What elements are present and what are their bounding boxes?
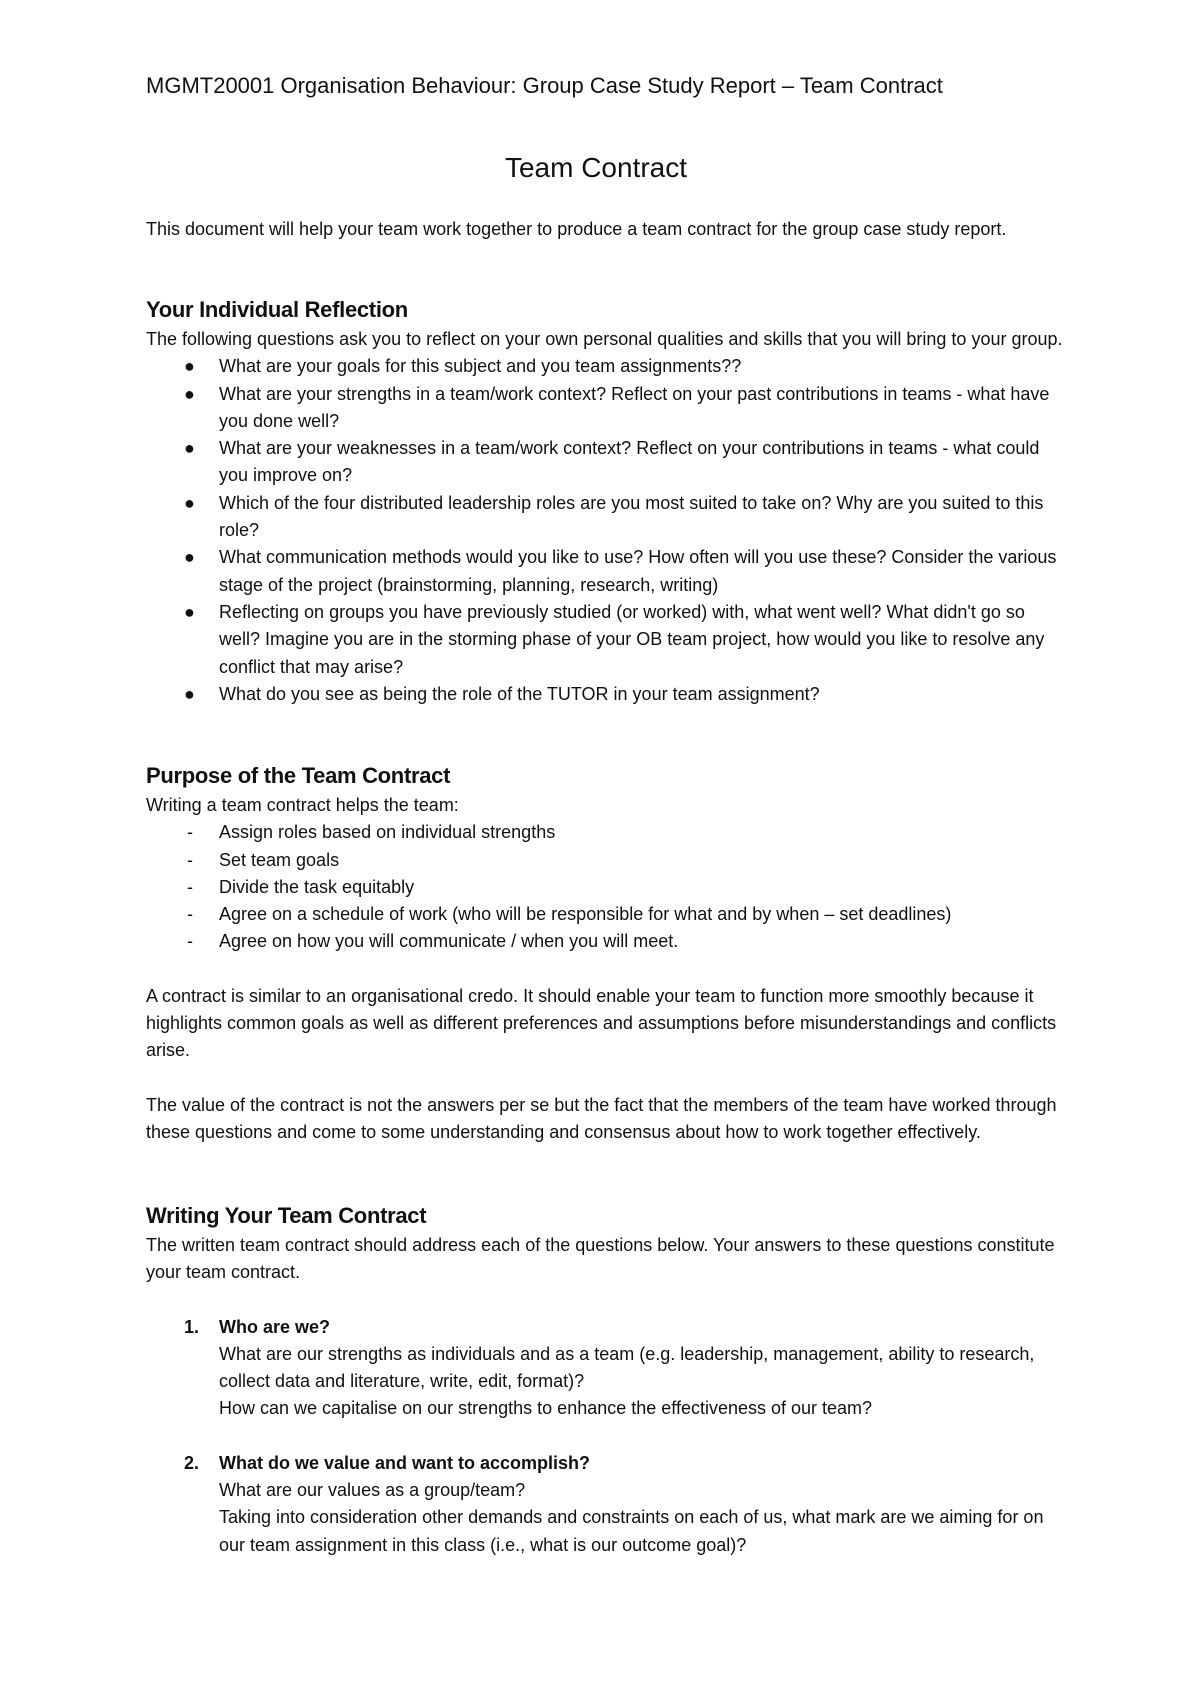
purpose-intro: Writing a team contract helps the team: <box>146 795 459 815</box>
reflection-heading: Your Individual Reflection <box>146 297 408 322</box>
bullet-icon: ● <box>184 683 195 704</box>
writing-intro: The written team contract should address each of the questions below. Your answers to these questions constitute your team contract. <box>146 1235 1055 1283</box>
purpose-heading: Purpose of the Team Contract <box>146 763 451 788</box>
page-title: Team Contract <box>504 152 688 183</box>
list-item: ● What are your goals for this subject and you team assignments?? <box>146 353 1066 380</box>
dash-icon: - <box>187 822 193 843</box>
list-item: ● What communication methods would you like to use? How often will you use these? Consider the various stage of the project (brainstorming, planning, research, writing) <box>146 544 1066 599</box>
bullet-icon: ● <box>184 547 195 568</box>
dash-icon: - <box>187 849 193 870</box>
list-item: ● What do you see as being the role of the TUTOR in your team assignment? <box>146 681 1066 708</box>
item-number: 2. <box>184 1452 200 1473</box>
item-number: 1. <box>184 1316 200 1337</box>
purpose-section <box>146 760 1066 1146</box>
reflection-section <box>146 294 1066 708</box>
writing-section <box>146 1200 1066 1559</box>
document-header: MGMT20001 Organisation Behaviour: Group Case Study Report – Team Contract <box>146 73 943 98</box>
intro-paragraph: This document will help your team work together to produce a team contract for the group case study report. <box>146 219 1007 239</box>
dash-icon: - <box>187 876 193 897</box>
bullet-icon: ● <box>184 438 195 459</box>
bullet-icon: ● <box>184 601 195 622</box>
intro-section <box>146 216 1066 243</box>
list-item: ● What are your strengths in a team/work context? Reflect on your past contributions in teams - what have you done well? <box>146 381 1066 436</box>
list-item <box>146 1450 1066 1559</box>
question-detail: How can we capitalise on our strengths to enhance the effectiveness of our team? <box>219 1398 873 1419</box>
bullet-icon: ● <box>184 356 195 377</box>
bullet-icon: ● <box>184 383 195 404</box>
list-item: ● Reflecting on groups you have previously studied (or worked) with, what went well? What didn't go so well? Imagine you are in the storming phase of your OB team project, how would you like to resolve any conflict that may arise? <box>146 599 1066 681</box>
purpose-list <box>146 819 1066 955</box>
question-title: What do we value and want to accomplish? <box>219 1452 591 1473</box>
list-item: - Set team goals <box>146 847 1066 874</box>
list-item: - Assign roles based on individual strengths <box>146 819 1066 846</box>
bullet-icon: ● <box>184 492 195 513</box>
list-item: - Agree on how you will communicate / when you will meet. <box>146 928 1066 955</box>
question-detail: What are our strengths as individuals and as a team (e.g. leadership, management, ability to research, collect data and literature, write, edit, format)? <box>219 1343 1035 1392</box>
question-detail: What are our values as a group/team? <box>219 1480 526 1501</box>
list-item <box>146 1314 1066 1423</box>
reflection-list <box>146 353 1066 708</box>
dash-icon: - <box>187 904 193 925</box>
questions-list <box>146 1314 1066 1559</box>
purpose-paragraph: A contract is similar to an organisational credo. It should enable your team to function more smoothly because it highlights common goals as well as different preferences and assumptions before misunderstandings and conflicts arise. <box>146 985 1057 1061</box>
purpose-paragraph: The value of the contract is not the answers per se but the fact that the members of the team have worked through these questions and come to some understanding and consensus about how to work together effectively. <box>146 1094 1057 1142</box>
question-detail: Taking into consideration other demands and constraints on each of us, what mark are we aiming for on our team assignment in this class (i.e., what is our outcome goal)? <box>219 1507 1044 1555</box>
list-item: ● What are your weaknesses in a team/work context? Reflect on your contributions in teams - what could you improve on? <box>146 435 1066 490</box>
reflection-intro: The following questions ask you to reflect on your own personal qualities and skills that you will bring to your group. <box>146 329 1063 349</box>
list-item: - Agree on a schedule of work (who will be responsible for what and by when – set deadlines) <box>146 901 1066 928</box>
writing-heading: Writing Your Team Contract <box>146 1203 427 1228</box>
dash-icon: - <box>187 931 193 952</box>
list-item: ● Which of the four distributed leadership roles are you most suited to take on? Why are you suited to this role? <box>146 490 1066 545</box>
list-item: - Divide the task equitably <box>146 874 1066 901</box>
question-title: Who are we? <box>219 1316 331 1337</box>
